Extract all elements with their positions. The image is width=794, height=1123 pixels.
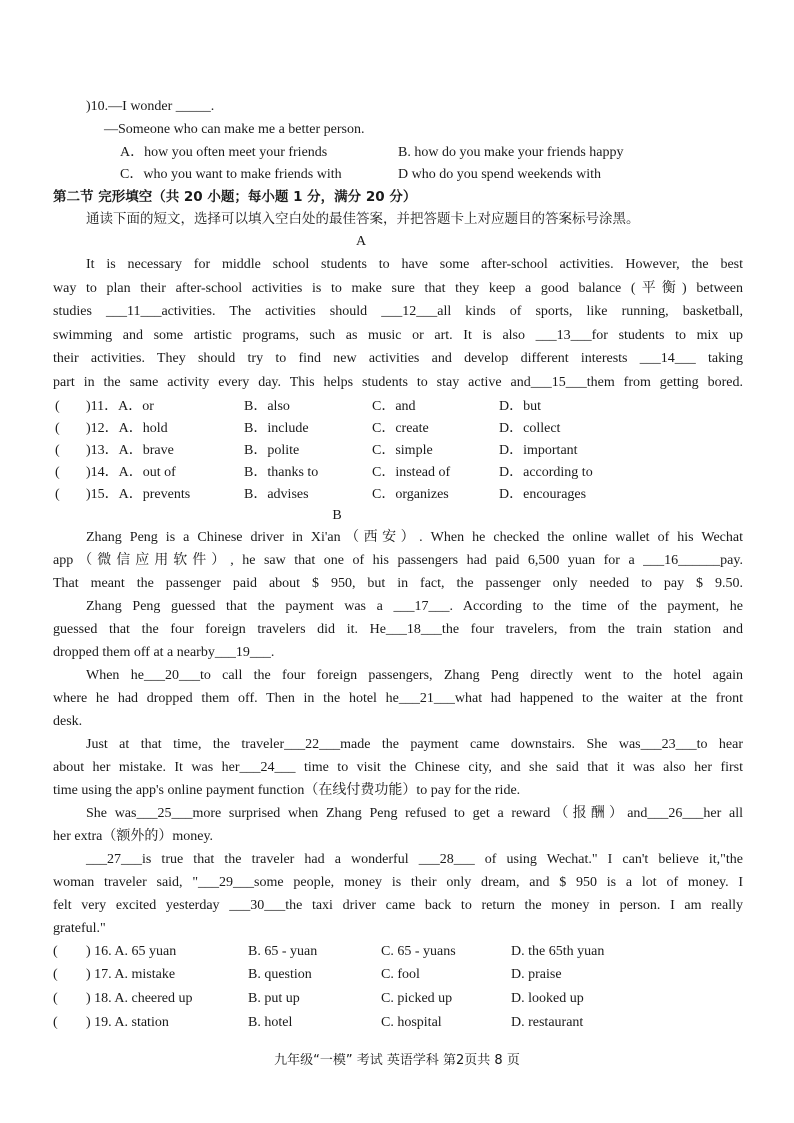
option-row-18-b: B. put up [248, 991, 300, 1006]
section-instruction: 通读下面的短文，选择可以填入空白处的最佳答案，并把答题卡上对应题目的答案标号涂黑。 [86, 211, 640, 227]
passage-b-line: felt very excited yesterday ___30___the taxi driver came back to return the money in person. I am really [53, 898, 743, 913]
option-row-14-d: D．according to [499, 465, 593, 480]
option-row-15-d: D．encourages [499, 487, 587, 502]
passage-b-label: B [332, 508, 342, 523]
option-row-12-a: )12．A．hold [86, 421, 168, 436]
option-paren: ( [55, 443, 60, 458]
passage-b-line: time using the app's online payment function（在线付费功能）to pay for the ride. [53, 783, 521, 798]
option-row-14-c: C．instead of [372, 465, 451, 480]
option-row-18-c: C. picked up [381, 991, 453, 1006]
passage-a-line: swimming and some artistic programs, such as music or art. It is also ___13___for students to mix up [53, 328, 743, 343]
option-paren: ( [53, 944, 58, 959]
passage-b-line: where he had dropped them off. Then in the hotel he___21___what had happened to the waiter at the front [53, 691, 743, 706]
option-row-15-b: B．advises [244, 487, 309, 502]
passage-b-line: That meant the passenger paid about $ 950, but in fact, the passenger only needed to pay $ 9.50. [53, 576, 743, 591]
q10-option-a: A．how you often meet your friends [120, 145, 328, 160]
passage-a-line: part in the same activity every day. This helps students to stay active and___15___them from getting bored. [53, 375, 743, 390]
passage-b-line: Just at that time, the traveler___22___made the payment came downstairs. She was___23___to hear [86, 737, 743, 752]
option-row-15-c: C．organizes [372, 487, 449, 502]
passage-b-line: woman traveler said, "___29___some people, money is their only dream, and $ 950 is a lot of money. I [53, 875, 743, 890]
option-row-19-d: D. restaurant [511, 1015, 584, 1030]
passage-a-line: way to plan their after-school activities is to make sure that they keep a good balance (平衡) between [53, 281, 743, 296]
option-row-12-c: C．create [372, 421, 429, 436]
option-row-11-d: D．but [499, 399, 541, 414]
option-paren: ( [55, 421, 60, 436]
option-row-12-d: D．collect [499, 421, 561, 436]
option-row-13-a: )13．A．brave [86, 443, 174, 458]
option-row-17-c: C. fool [381, 967, 420, 982]
option-row-18-d: D. looked up [511, 991, 584, 1006]
passage-a-line: their activities. They should try to find new activities and develop different interests ___14___ taking [53, 351, 743, 366]
passage-b-line: dropped them off at a nearby___19___. [53, 645, 275, 660]
option-paren: ( [53, 967, 58, 982]
passage-a-line: studies ___11___activities. The activities should ___12___all kinds of sports, like running, basketball, [53, 304, 743, 319]
section-title: 第二节 完形填空（共 20 小题；每小题 1 分，满分 20 分） [53, 189, 417, 205]
passage-b-line: She was___25___more surprised when Zhang Peng refused to get a reward（报酬）and___26___her all [86, 806, 743, 821]
option-row-17-a: ) 17. A. mistake [86, 967, 176, 982]
q10-option-b: B. how do you make your friends happy [398, 145, 624, 160]
option-paren: ( [55, 465, 60, 480]
option-row-16-d: D. the 65th yuan [511, 944, 605, 959]
option-row-13-b: B．polite [244, 443, 300, 458]
passage-b-line: desk. [53, 714, 83, 729]
option-row-19-c: C. hospital [381, 1015, 442, 1030]
option-row-12-b: B．include [244, 421, 309, 436]
option-row-19-b: B. hotel [248, 1015, 293, 1030]
option-row-16-b: B. 65 - yuan [248, 944, 318, 959]
passage-b-line: When he___20___to call the four foreign passengers, Zhang Peng directly went to the hotel again [86, 668, 743, 683]
option-paren: ( [55, 399, 60, 414]
option-paren: ( [53, 1015, 58, 1030]
option-row-16-c: C. 65 - yuans [381, 944, 456, 959]
option-row-11-c: C．and [372, 399, 416, 414]
passage-b-line: grateful." [53, 921, 106, 936]
option-row-17-b: B. question [248, 967, 312, 982]
passage-b-line: about her mistake. It was her___24___ time to visit the Chinese city, and she said that it was also her first [53, 760, 743, 775]
passage-a-label: A [355, 234, 367, 249]
passage-b-line: ___27___is true that the traveler had a wonderful ___28___ of using Wechat." I can't believe it,"the [86, 852, 743, 867]
option-row-15-a: )15．A．prevents [86, 487, 191, 502]
q10-option-c: C．who you want to make friends with [120, 167, 342, 182]
option-paren: ( [55, 487, 60, 502]
passage-b-line: Zhang Peng is a Chinese driver in Xi'an（西安）. When he checked the online wallet of his Wechat [86, 530, 743, 545]
passage-b-line: her extra（额外的）money. [53, 829, 214, 844]
q10-response: —Someone who can make me a better person. [104, 122, 365, 137]
option-row-11-a: )11．A．or [86, 399, 154, 414]
option-row-13-c: C．simple [372, 443, 433, 458]
q10-question: )10.—I wonder _____. [86, 99, 215, 114]
passage-b-line: app（微信应用软件）, he saw that one of his passengers had paid 6,500 yuan for a ___16______pay. [53, 553, 743, 568]
option-row-11-b: B．also [244, 399, 290, 414]
option-paren: ( [53, 991, 58, 1006]
passage-b-line: guessed that the four foreign travelers did it. He___18___the four travelers, from the train station and [53, 622, 743, 637]
option-row-17-d: D. praise [511, 967, 562, 982]
option-row-13-d: D．important [499, 443, 578, 458]
passage-a-line: It is necessary for middle school students to have some after-school activities. However, the best [86, 257, 743, 272]
option-row-14-b: B．thanks to [244, 465, 319, 480]
option-row-14-a: )14．A．out of [86, 465, 176, 480]
option-row-19-a: ) 19. A. station [86, 1015, 169, 1030]
option-row-16-a: ) 16. A. 65 yuan [86, 944, 177, 959]
q10-option-d: D who do you spend weekends with [398, 167, 601, 182]
passage-b-line: Zhang Peng guessed that the payment was a ___17___. According to the time of the payment, he [86, 599, 743, 614]
page-footer: 九年级“一模” 考试 英语学科 第2页共 8 页 [274, 1053, 520, 1068]
option-row-18-a: ) 18. A. cheered up [86, 991, 193, 1006]
